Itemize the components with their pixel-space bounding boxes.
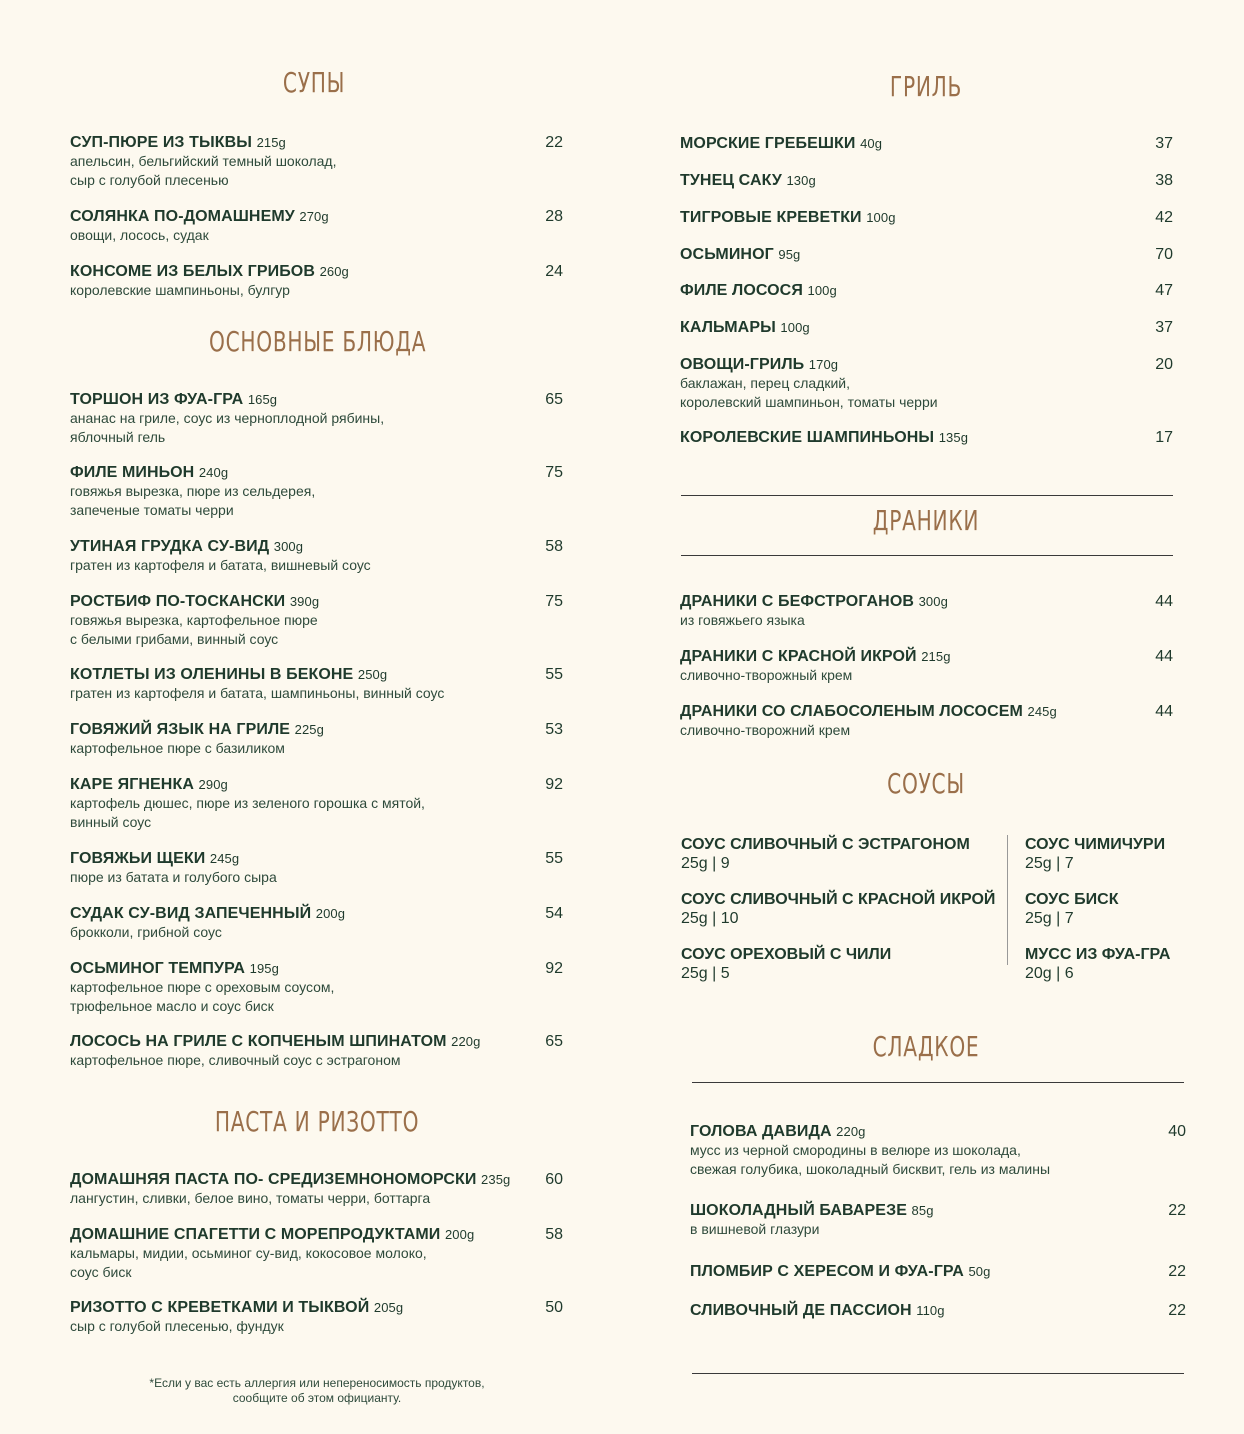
item-description: королевский шампиньон, томаты черри xyxy=(680,394,938,410)
sauce-name: СОУС СЛИВОЧНЫЙ С КРАСНОЙ ИКРОЙ xyxy=(681,891,996,908)
item-name xyxy=(70,207,329,226)
sauce-item xyxy=(1025,835,1165,873)
item-name xyxy=(690,1262,990,1281)
menu-item xyxy=(680,245,800,264)
section-title-sauces: СОУСЫ xyxy=(887,767,965,800)
item-name xyxy=(680,702,1057,721)
item-weight: 110g xyxy=(916,1303,945,1318)
item-description: мусс из черной смородины в велюре из шоколада, xyxy=(690,1142,1021,1158)
menu-item xyxy=(70,207,329,245)
menu-item xyxy=(680,208,896,227)
item-price: 58 xyxy=(545,538,563,555)
item-price: 65 xyxy=(545,391,563,408)
item-price: 20 xyxy=(1155,356,1173,373)
item-title: ТУНЕЦ САКУ xyxy=(680,172,782,189)
section-title-grill: ГРИЛЬ xyxy=(889,70,963,103)
item-description: ананас на гриле, соус из черноплодной рябины, xyxy=(70,410,385,426)
menu-item xyxy=(680,318,810,337)
item-price: 40 xyxy=(1168,1123,1186,1140)
item-weight: 220g xyxy=(451,1034,481,1049)
item-name xyxy=(70,665,444,684)
sauce-weight-price: 20g | 6 xyxy=(1025,965,1074,982)
item-weight: 240g xyxy=(198,465,229,480)
item-description: из говяжьего языка xyxy=(680,612,805,628)
menu-item xyxy=(690,1122,1050,1179)
item-weight: 170g xyxy=(808,357,839,372)
item-weight: 130g xyxy=(786,173,816,188)
item-description: говяжья вырезка, пюре из сельдерея, xyxy=(70,483,316,499)
item-name xyxy=(690,1122,1050,1141)
item-weight: 85g xyxy=(911,1203,934,1218)
item-name xyxy=(70,537,371,556)
item-price: 28 xyxy=(545,208,563,225)
item-title: ФИЛЕ МИНЬОН xyxy=(70,464,195,481)
section-title-draniki: ДРАНИКИ xyxy=(872,504,980,537)
item-description: винный соус xyxy=(70,814,152,830)
item-weight: 225g xyxy=(294,722,324,737)
sauces-divider xyxy=(1007,835,1008,965)
menu-item xyxy=(680,647,951,685)
menu-item xyxy=(680,355,938,412)
item-name xyxy=(70,592,319,611)
item-title: ГОЛОВА ДАВИДА xyxy=(690,1123,832,1140)
item-description: сливочно-творожный крем xyxy=(680,667,853,683)
item-weight: 205g xyxy=(373,1300,404,1315)
item-title: ЛОСОСЬ НА ГРИЛЕ С КОПЧЕНЫМ ШПИНАТОМ xyxy=(70,1033,447,1050)
item-price: 92 xyxy=(545,960,563,977)
item-description: королевские шампиньоны, булгур xyxy=(70,282,290,298)
menu-item xyxy=(70,849,277,887)
menu-item xyxy=(70,133,337,190)
item-weight: 165g xyxy=(247,392,278,407)
item-name xyxy=(680,281,837,300)
item-weight: 100g xyxy=(866,210,896,225)
item-description: кальмары, мидии, осьминог су-вид, кокосовое молоко, xyxy=(70,1245,427,1261)
item-title: ГОВЯЖЬИ ЩЕКИ xyxy=(70,850,206,867)
item-price: 55 xyxy=(545,850,563,867)
menu-item xyxy=(70,775,425,832)
item-description: брокколи, грибной соус xyxy=(70,924,222,940)
sauce-name: СОУС ОРЕХОВЫЙ С ЧИЛИ xyxy=(681,946,892,963)
item-title: ОВОЩИ-ГРИЛЬ xyxy=(680,356,805,373)
sauce-weight-price: 25g | 7 xyxy=(1025,910,1074,927)
item-price: 53 xyxy=(545,721,563,738)
section-title-pasta: ПАСТА И РИЗОТТО xyxy=(214,1105,420,1138)
sauce-name: МУСС ИЗ ФУА-ГРА xyxy=(1025,946,1171,963)
item-title: РИЗОТТО С КРЕВЕТКАМИ И ТЫКВОЙ xyxy=(70,1299,370,1316)
item-name xyxy=(680,134,882,153)
item-title: КОНСОМЕ ИЗ БЕЛЫХ ГРИБОВ xyxy=(70,263,316,280)
item-description: овощи, лосось, судак xyxy=(70,227,209,243)
item-weight: 215g xyxy=(921,649,951,664)
item-title: ДОМАШНИЕ СПАГЕТТИ С МОРЕПРОДУКТАМИ xyxy=(70,1226,441,1243)
menu-item xyxy=(680,702,1057,740)
sauce-weight-price: 25g | 7 xyxy=(1025,855,1074,872)
item-weight: 215g xyxy=(256,135,286,150)
menu-item xyxy=(70,1170,510,1208)
item-name xyxy=(680,647,951,666)
item-name xyxy=(680,428,968,447)
item-weight: 200g xyxy=(315,906,346,921)
item-weight: 300g xyxy=(273,539,304,554)
menu-item xyxy=(690,1201,934,1239)
item-price: 37 xyxy=(1155,135,1173,152)
menu-item xyxy=(70,537,371,575)
item-description: с белыми грибами, винный соус xyxy=(70,631,279,647)
item-price: 65 xyxy=(545,1033,563,1050)
item-price: 75 xyxy=(545,593,563,610)
item-description: запеченые томаты черри xyxy=(70,502,234,518)
item-price: 54 xyxy=(545,905,563,922)
item-price: 50 xyxy=(545,1299,563,1316)
item-description: картофельное пюре, сливочный соус с эстрагоном xyxy=(70,1052,401,1068)
divider xyxy=(681,495,1173,496)
item-title: УТИНАЯ ГРУДКА СУ-ВИД xyxy=(70,538,270,555)
item-description: трюфельное масло и соус биск xyxy=(70,998,274,1014)
item-title: ОСЬМИНОГ xyxy=(680,246,774,263)
item-title: ТИГРОВЫЕ КРЕВЕТКИ xyxy=(680,209,862,226)
item-title: СЛИВОЧНЫЙ ДЕ ПАССИОН xyxy=(690,1302,912,1319)
item-title: ДОМАШНЯЯ ПАСТА ПО- СРЕДИЗЕМНОНОМОРСКИ xyxy=(70,1171,477,1188)
item-name xyxy=(70,959,334,978)
item-name xyxy=(690,1301,945,1320)
menu-item xyxy=(70,592,319,649)
item-price: 47 xyxy=(1155,282,1173,299)
item-weight: 245g xyxy=(1027,704,1057,719)
item-description: сыр с голубой плесенью xyxy=(70,172,229,188)
menu-item xyxy=(70,904,345,942)
item-title: СОЛЯНКА ПО-ДОМАШНЕМУ xyxy=(70,208,295,225)
item-title: ШОКОЛАДНЫЙ БАВАРЕЗЕ xyxy=(690,1202,907,1219)
item-name xyxy=(70,1032,480,1051)
item-name xyxy=(70,262,349,281)
item-description: говяжья вырезка, картофельное пюре xyxy=(70,612,318,628)
allergy-footnote xyxy=(80,1376,554,1406)
divider xyxy=(681,555,1173,556)
item-title: ДРАНИКИ С БЕФСТРОГАНОВ xyxy=(680,593,915,610)
menu-item xyxy=(690,1262,990,1281)
item-weight: 100g xyxy=(807,283,837,298)
item-description: лангустин, сливки, белое вино, томаты черри, боттарга xyxy=(70,1190,431,1206)
item-name xyxy=(680,355,938,374)
footnote-line: сообщите об этом официанту. xyxy=(232,1391,402,1405)
item-price: 22 xyxy=(1168,1302,1186,1319)
item-description: свежая голубика, шоколадный бисквит, гель из малины xyxy=(690,1161,1051,1177)
item-price: 75 xyxy=(545,464,563,481)
item-name xyxy=(70,904,345,923)
item-price: 17 xyxy=(1155,429,1173,446)
item-description: яблочный гель xyxy=(70,429,166,445)
section-title-soups: СУПЫ xyxy=(282,66,346,99)
divider xyxy=(692,1373,1184,1374)
sauce-name: СОУС ЧИМИЧУРИ xyxy=(1025,836,1166,853)
sauce-name: СОУС СЛИВОЧНЫЙ С ЭСТРАГОНОМ xyxy=(681,836,970,853)
menu-item xyxy=(70,1298,403,1336)
item-title: СУДАК СУ-ВИД ЗАПЕЧЕННЫЙ xyxy=(70,905,312,922)
item-name xyxy=(70,1225,474,1244)
item-title: РОСТБИФ ПО-ТОСКАНСКИ xyxy=(70,593,286,610)
item-name xyxy=(70,849,277,868)
item-price: 22 xyxy=(545,134,563,151)
item-description: в вишневой глазури xyxy=(690,1221,820,1237)
item-price: 37 xyxy=(1155,319,1173,336)
item-name xyxy=(680,208,896,227)
item-description: картофель дюшес, пюре из зеленого горошка с мятой, xyxy=(70,795,425,811)
item-name xyxy=(70,463,315,482)
item-name xyxy=(680,592,948,611)
menu-item xyxy=(680,134,882,153)
item-weight: 50g xyxy=(968,1264,991,1279)
menu-item xyxy=(70,463,315,520)
menu-item xyxy=(70,665,444,703)
item-price: 70 xyxy=(1155,246,1173,263)
item-name xyxy=(70,775,425,794)
item-description: баклажан, перец сладкий, xyxy=(680,375,851,391)
item-weight: 250g xyxy=(357,667,388,682)
item-description: сыр с голубой плесенью, фундук xyxy=(70,1318,284,1334)
menu-item xyxy=(680,171,816,190)
item-weight: 235g xyxy=(481,1172,511,1187)
section-title-mains: ОСНОВНЫЕ БЛЮДА xyxy=(209,325,427,358)
item-weight: 245g xyxy=(209,851,240,866)
item-description: гратен из картофеля и батата, шампиньоны, винный соус xyxy=(70,685,445,701)
item-weight: 220g xyxy=(836,1124,866,1139)
menu-item xyxy=(70,262,349,300)
item-name xyxy=(70,1170,510,1189)
item-weight: 95g xyxy=(778,247,801,262)
item-title: КОРОЛЕВСКИЕ ШАМПИНЬОНЫ xyxy=(680,429,935,446)
divider xyxy=(692,1082,1184,1083)
item-price: 44 xyxy=(1155,648,1173,665)
sauce-weight-price: 25g | 10 xyxy=(681,910,739,927)
item-title: ПЛОМБИР С ХЕРЕСОМ И ФУА-ГРА xyxy=(690,1263,964,1280)
item-price: 44 xyxy=(1155,703,1173,720)
item-price: 24 xyxy=(545,263,563,280)
item-description: апельсин, бельгийский темный шоколад, xyxy=(70,153,337,169)
menu-item xyxy=(70,1032,480,1070)
item-weight: 270g xyxy=(299,209,329,224)
item-price: 38 xyxy=(1155,172,1173,189)
item-weight: 260g xyxy=(319,264,349,279)
item-description: картофельное пюре с базиликом xyxy=(70,740,285,756)
sauce-item xyxy=(1025,890,1118,928)
item-name xyxy=(70,720,324,739)
menu-item xyxy=(680,281,837,300)
item-weight: 40g xyxy=(860,136,883,151)
item-weight: 390g xyxy=(289,594,320,609)
menu-item xyxy=(70,390,384,447)
item-name xyxy=(690,1201,934,1220)
item-price: 58 xyxy=(545,1226,563,1243)
item-description: картофельное пюре с ореховым соусом, xyxy=(70,979,335,995)
item-price: 42 xyxy=(1155,209,1173,226)
item-price: 60 xyxy=(545,1171,563,1188)
item-name xyxy=(70,133,337,152)
item-name xyxy=(70,1298,403,1317)
sauce-item xyxy=(1025,945,1170,983)
sauce-item xyxy=(681,835,970,873)
item-title: КОТЛЕТЫ ИЗ ОЛЕНИНЫ В БЕКОНЕ xyxy=(70,666,354,683)
item-description: гратен из картофеля и батата, вишневый соус xyxy=(70,557,371,573)
item-title: ФИЛЕ ЛОСОСЯ xyxy=(680,282,803,299)
menu-item xyxy=(680,428,968,447)
sauce-weight-price: 25g | 5 xyxy=(681,965,730,982)
menu-item xyxy=(680,592,948,630)
item-title: ОСЬМИНОГ ТЕМПУРА xyxy=(70,960,246,977)
menu-item xyxy=(70,1225,474,1282)
sauce-item xyxy=(681,890,995,928)
item-price: 55 xyxy=(545,666,563,683)
item-title: КАРЕ ЯГНЕНКА xyxy=(70,776,194,793)
item-weight: 300g xyxy=(918,594,948,609)
item-price: 92 xyxy=(545,776,563,793)
item-name xyxy=(680,318,810,337)
item-weight: 200g xyxy=(444,1227,475,1242)
item-title: ТОРШОН ИЗ ФУА-ГРА xyxy=(70,391,244,408)
item-title: ДРАНИКИ СО СЛАБОСОЛЕНЫМ ЛОСОСЕМ xyxy=(680,703,1023,720)
item-title: ГОВЯЖИЙ ЯЗЫК НА ГРИЛЕ xyxy=(70,721,291,738)
item-price: 44 xyxy=(1155,593,1173,610)
menu-item xyxy=(70,720,324,758)
item-title: КАЛЬМАРЫ xyxy=(680,319,776,336)
item-price: 22 xyxy=(1168,1202,1186,1219)
section-title-desserts: СЛАДКОЕ xyxy=(872,1030,980,1063)
item-weight: 290g xyxy=(198,777,228,792)
menu-item xyxy=(70,959,334,1016)
item-name xyxy=(70,390,384,409)
footnote-line: *Если у вас есть аллергия или непереносимость продуктов, xyxy=(149,1376,485,1390)
item-title: МОРСКИЕ ГРЕБЕШКИ xyxy=(680,135,856,152)
sauce-name: СОУС БИСК xyxy=(1025,891,1119,908)
item-description: пюре из батата и голубого сыра xyxy=(70,869,277,885)
sauce-weight-price: 25g | 9 xyxy=(681,855,730,872)
item-weight: 100g xyxy=(780,320,810,335)
item-weight: 195g xyxy=(249,961,279,976)
item-title: СУП-ПЮРЕ ИЗ ТЫКВЫ xyxy=(70,134,253,151)
item-description: сливочно-творожний крем xyxy=(680,722,851,738)
menu-item xyxy=(690,1301,945,1320)
sauce-item xyxy=(681,945,891,983)
item-name xyxy=(680,171,816,190)
item-description: соус биск xyxy=(70,1264,132,1280)
item-name xyxy=(680,245,800,264)
item-title: ДРАНИКИ С КРАСНОЙ ИКРОЙ xyxy=(680,648,917,665)
item-weight: 135g xyxy=(938,430,969,445)
item-price: 22 xyxy=(1168,1263,1186,1280)
